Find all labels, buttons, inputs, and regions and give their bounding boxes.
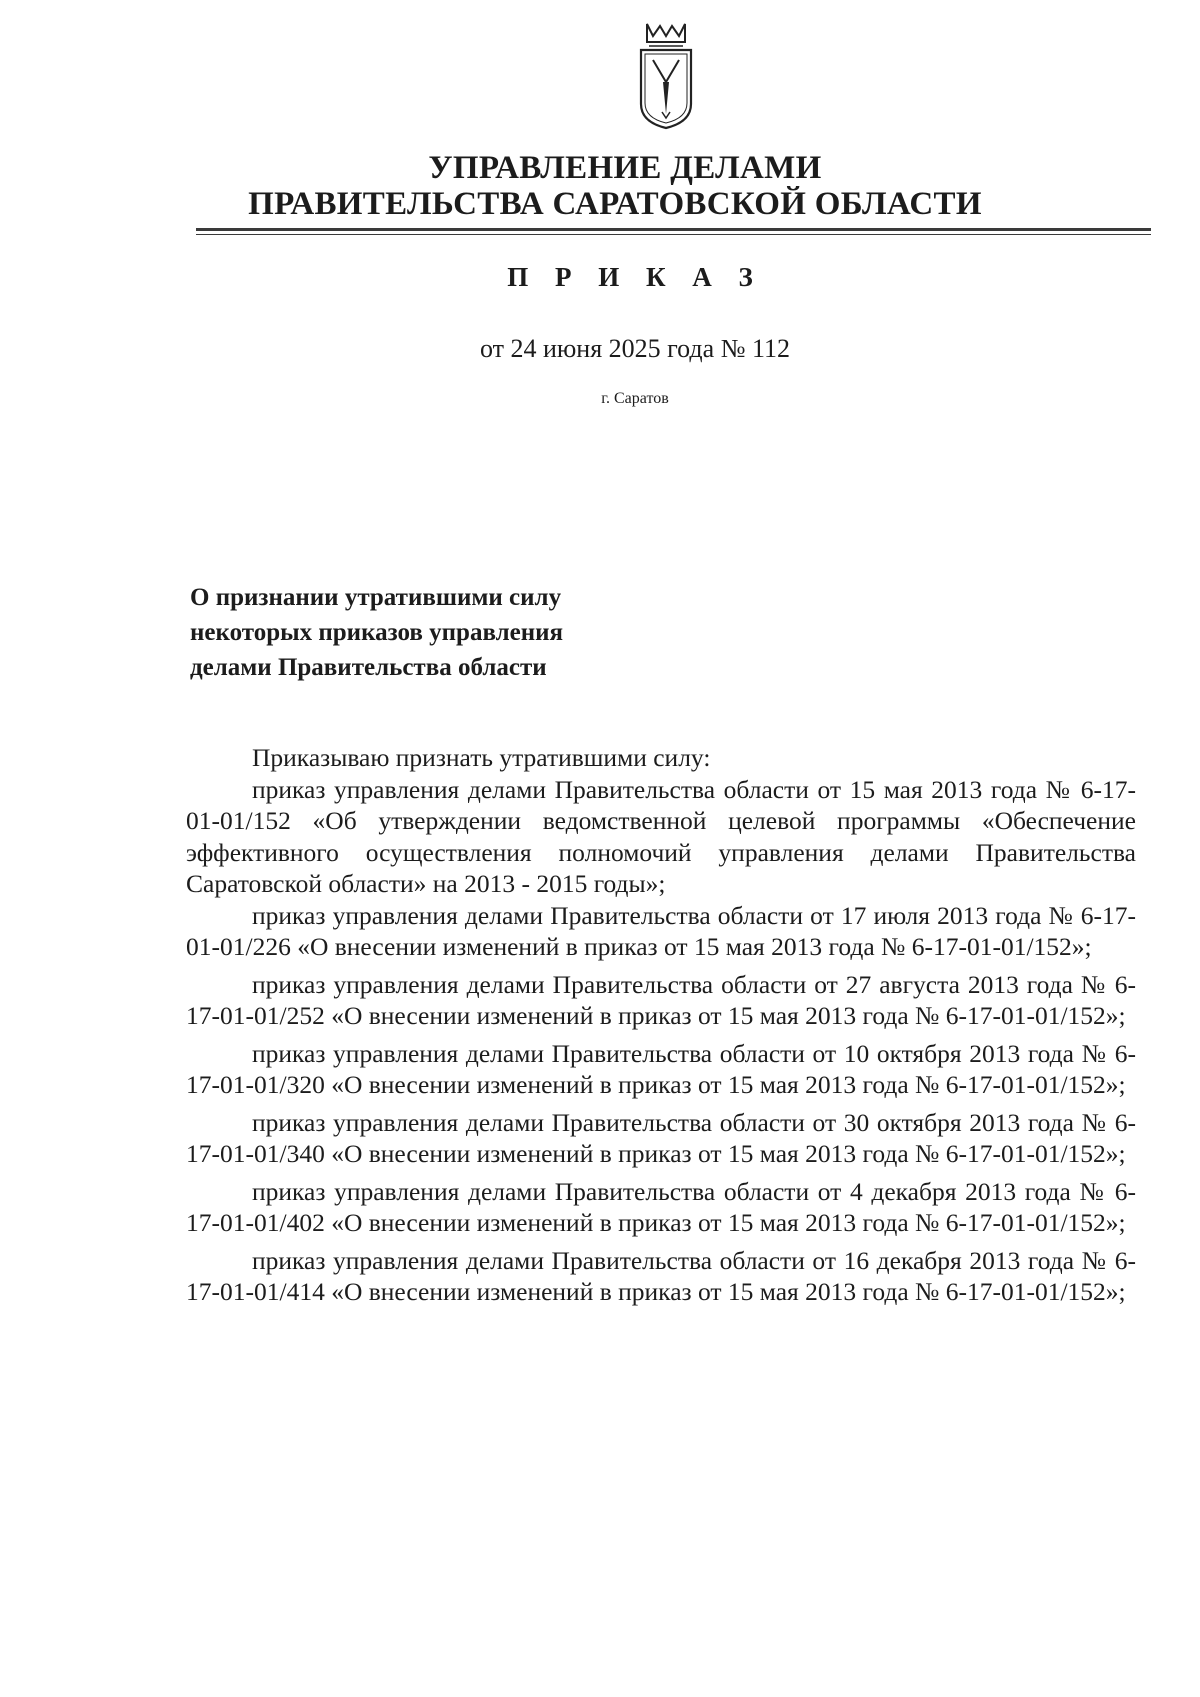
- org-name-line1: УПРАВЛЕНИЕ ДЕЛАМИ: [428, 150, 822, 186]
- order-item: приказ управления делами Правительства области от 4 декабря 2013 года № 6-17-01-01/402 «О внесении изменений в приказ от 15 мая 2013 года № 6-17-01-01/152»;: [186, 1176, 1136, 1237]
- document-body: [186, 742, 1136, 1308]
- order-item: приказ управления делами Правительства области от 30 октября 2013 года № 6-17-01-01/340 «О внесении изменений в приказ от 15 мая 2013 года № 6-17-01-01/152»;: [186, 1107, 1136, 1168]
- subject-line: делами Правительства области: [190, 654, 547, 681]
- body-intro: Приказываю признать утратившими силу:: [252, 743, 711, 772]
- order-item: приказ управления делами Правительства области от 16 декабря 2013 года № 6-17-01-01/414 «О внесении изменений в приказ от 15 мая 2013 года № 6-17-01-01/152»;: [186, 1245, 1136, 1306]
- order-item: приказ управления делами Правительства области от 27 августа 2013 года № 6-17-01-01/252 «О внесении изменений в приказ от 15 мая 2013 года № 6-17-01-01/152»;: [186, 969, 1136, 1030]
- document-city: г. Саратов: [601, 390, 669, 407]
- order-item: приказ управления делами Правительства области от 15 мая 2013 года № 6-17-01-01/152 «Об утверждении ведомственной целевой программы «Обеспечение эффективного осуществления полномочий управления делами Правительства Саратовской области» на 2013 - 2015 годы»;: [186, 774, 1136, 898]
- header-divider-thin: [196, 234, 1151, 235]
- document-subject: [190, 580, 660, 685]
- subject-line: О признании утратившими силу: [190, 584, 562, 611]
- document-type: П Р И К А З: [507, 262, 763, 292]
- order-item: приказ управления делами Правительства области от 17 июля 2013 года № 6-17-01-01/226 «О внесении изменений в приказ от 15 мая 2013 года № 6-17-01-01/152»;: [186, 900, 1136, 961]
- org-name-line2: ПРАВИТЕЛЬСТВА САРАТОВСКОЙ ОБЛАСТИ: [248, 186, 982, 222]
- header-divider-thick: [196, 228, 1151, 231]
- order-item: приказ управления делами Правительства области от 10 октября 2013 года № 6-17-01-01/320 «О внесении изменений в приказ от 15 мая 2013 года № 6-17-01-01/152»;: [186, 1038, 1136, 1099]
- subject-line: некоторых приказов управления: [190, 619, 564, 646]
- document-date-number: от 24 июня 2025 года № 112: [479, 334, 791, 363]
- saratov-coat-of-arms-icon: [633, 22, 699, 132]
